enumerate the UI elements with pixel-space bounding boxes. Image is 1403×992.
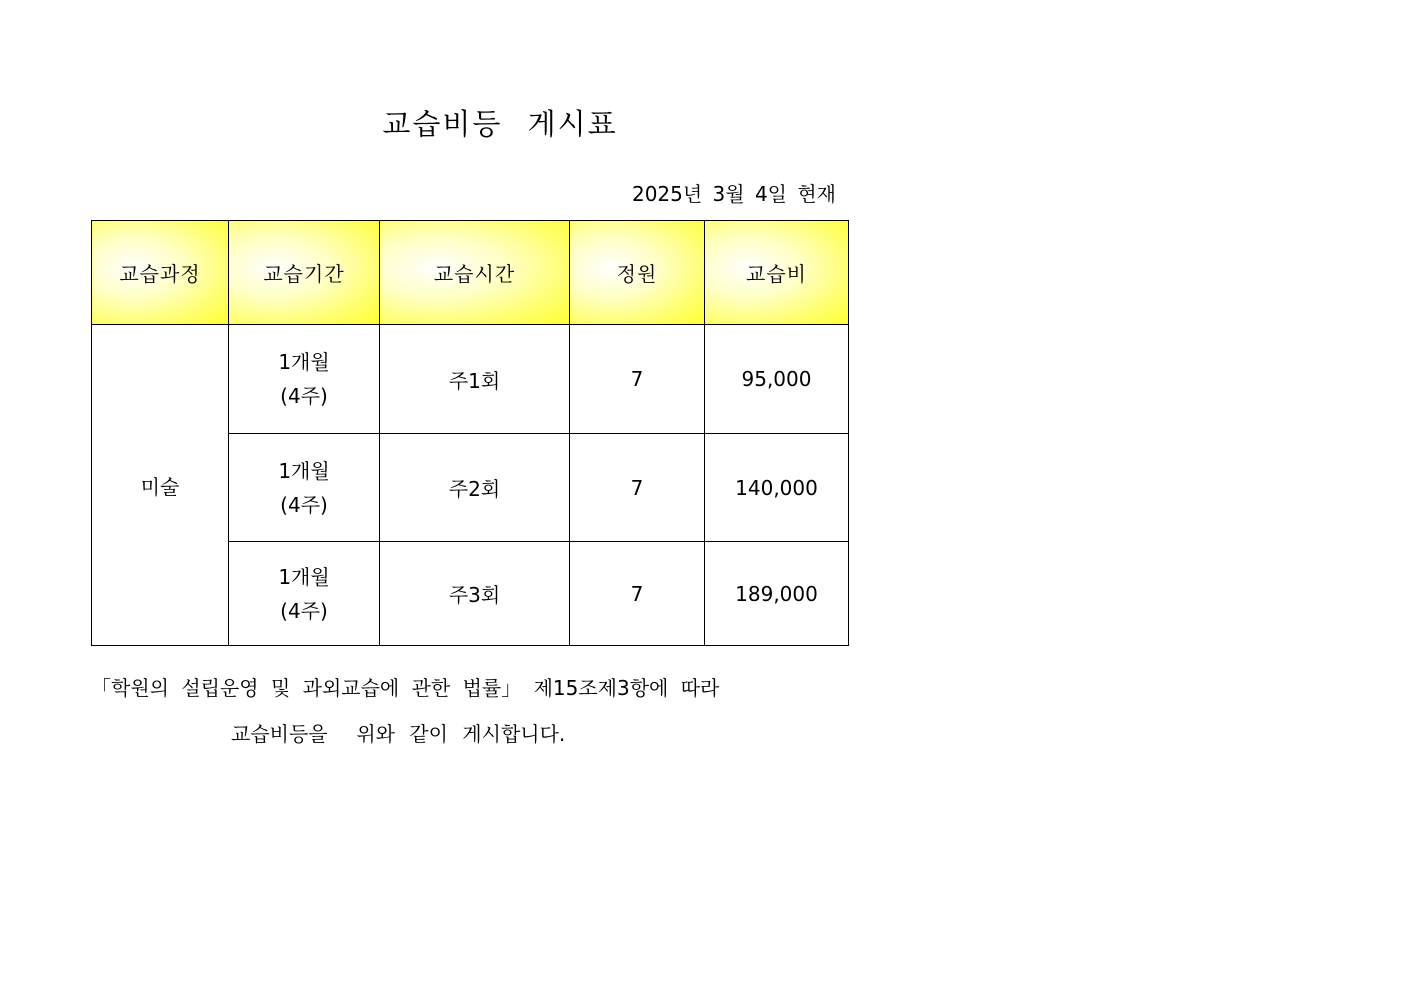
capacity-cell: 7 [570, 434, 705, 542]
fee-cell: 140,000 [705, 434, 849, 542]
capacity-cell: 7 [570, 542, 705, 646]
time-cell: 주3회 [380, 542, 570, 646]
table-row [92, 325, 849, 434]
fee-table [91, 220, 849, 646]
header-capacity: 정원 [570, 221, 705, 325]
header-course: 교습과정 [92, 221, 229, 325]
period-months: 1개월 [278, 458, 330, 483]
time-cell: 주2회 [380, 434, 570, 542]
fee-cell: 95,000 [705, 325, 849, 434]
legal-basis-text: 「학원의 설립운영 및 과외교습에 관한 법률」 제15조제3항에 따라 [91, 676, 720, 700]
header-fee: 교습비 [705, 221, 849, 325]
course-cell: 미술 [92, 325, 229, 646]
posting-statement: 교습비등을 위와 같이 게시합니다. [231, 722, 566, 746]
page-title: 교습비등 게시표 [382, 107, 618, 141]
header-row [92, 221, 849, 325]
period-months: 1개월 [278, 350, 330, 374]
time-cell: 주1회 [380, 325, 570, 434]
header-time: 교습시간 [380, 221, 570, 325]
period-cell [229, 434, 380, 542]
period-cell [229, 542, 380, 646]
period-weeks: (4주) [280, 492, 328, 517]
header-period: 교습기간 [229, 221, 380, 325]
as-of-date: 2025년 3월 4일 현재 [631, 182, 836, 206]
period-weeks: (4주) [280, 598, 328, 623]
period-weeks: (4주) [280, 384, 328, 408]
period-months: 1개월 [278, 564, 330, 589]
capacity-cell: 7 [570, 325, 705, 434]
fee-cell: 189,000 [705, 542, 849, 646]
period-cell [229, 325, 380, 434]
